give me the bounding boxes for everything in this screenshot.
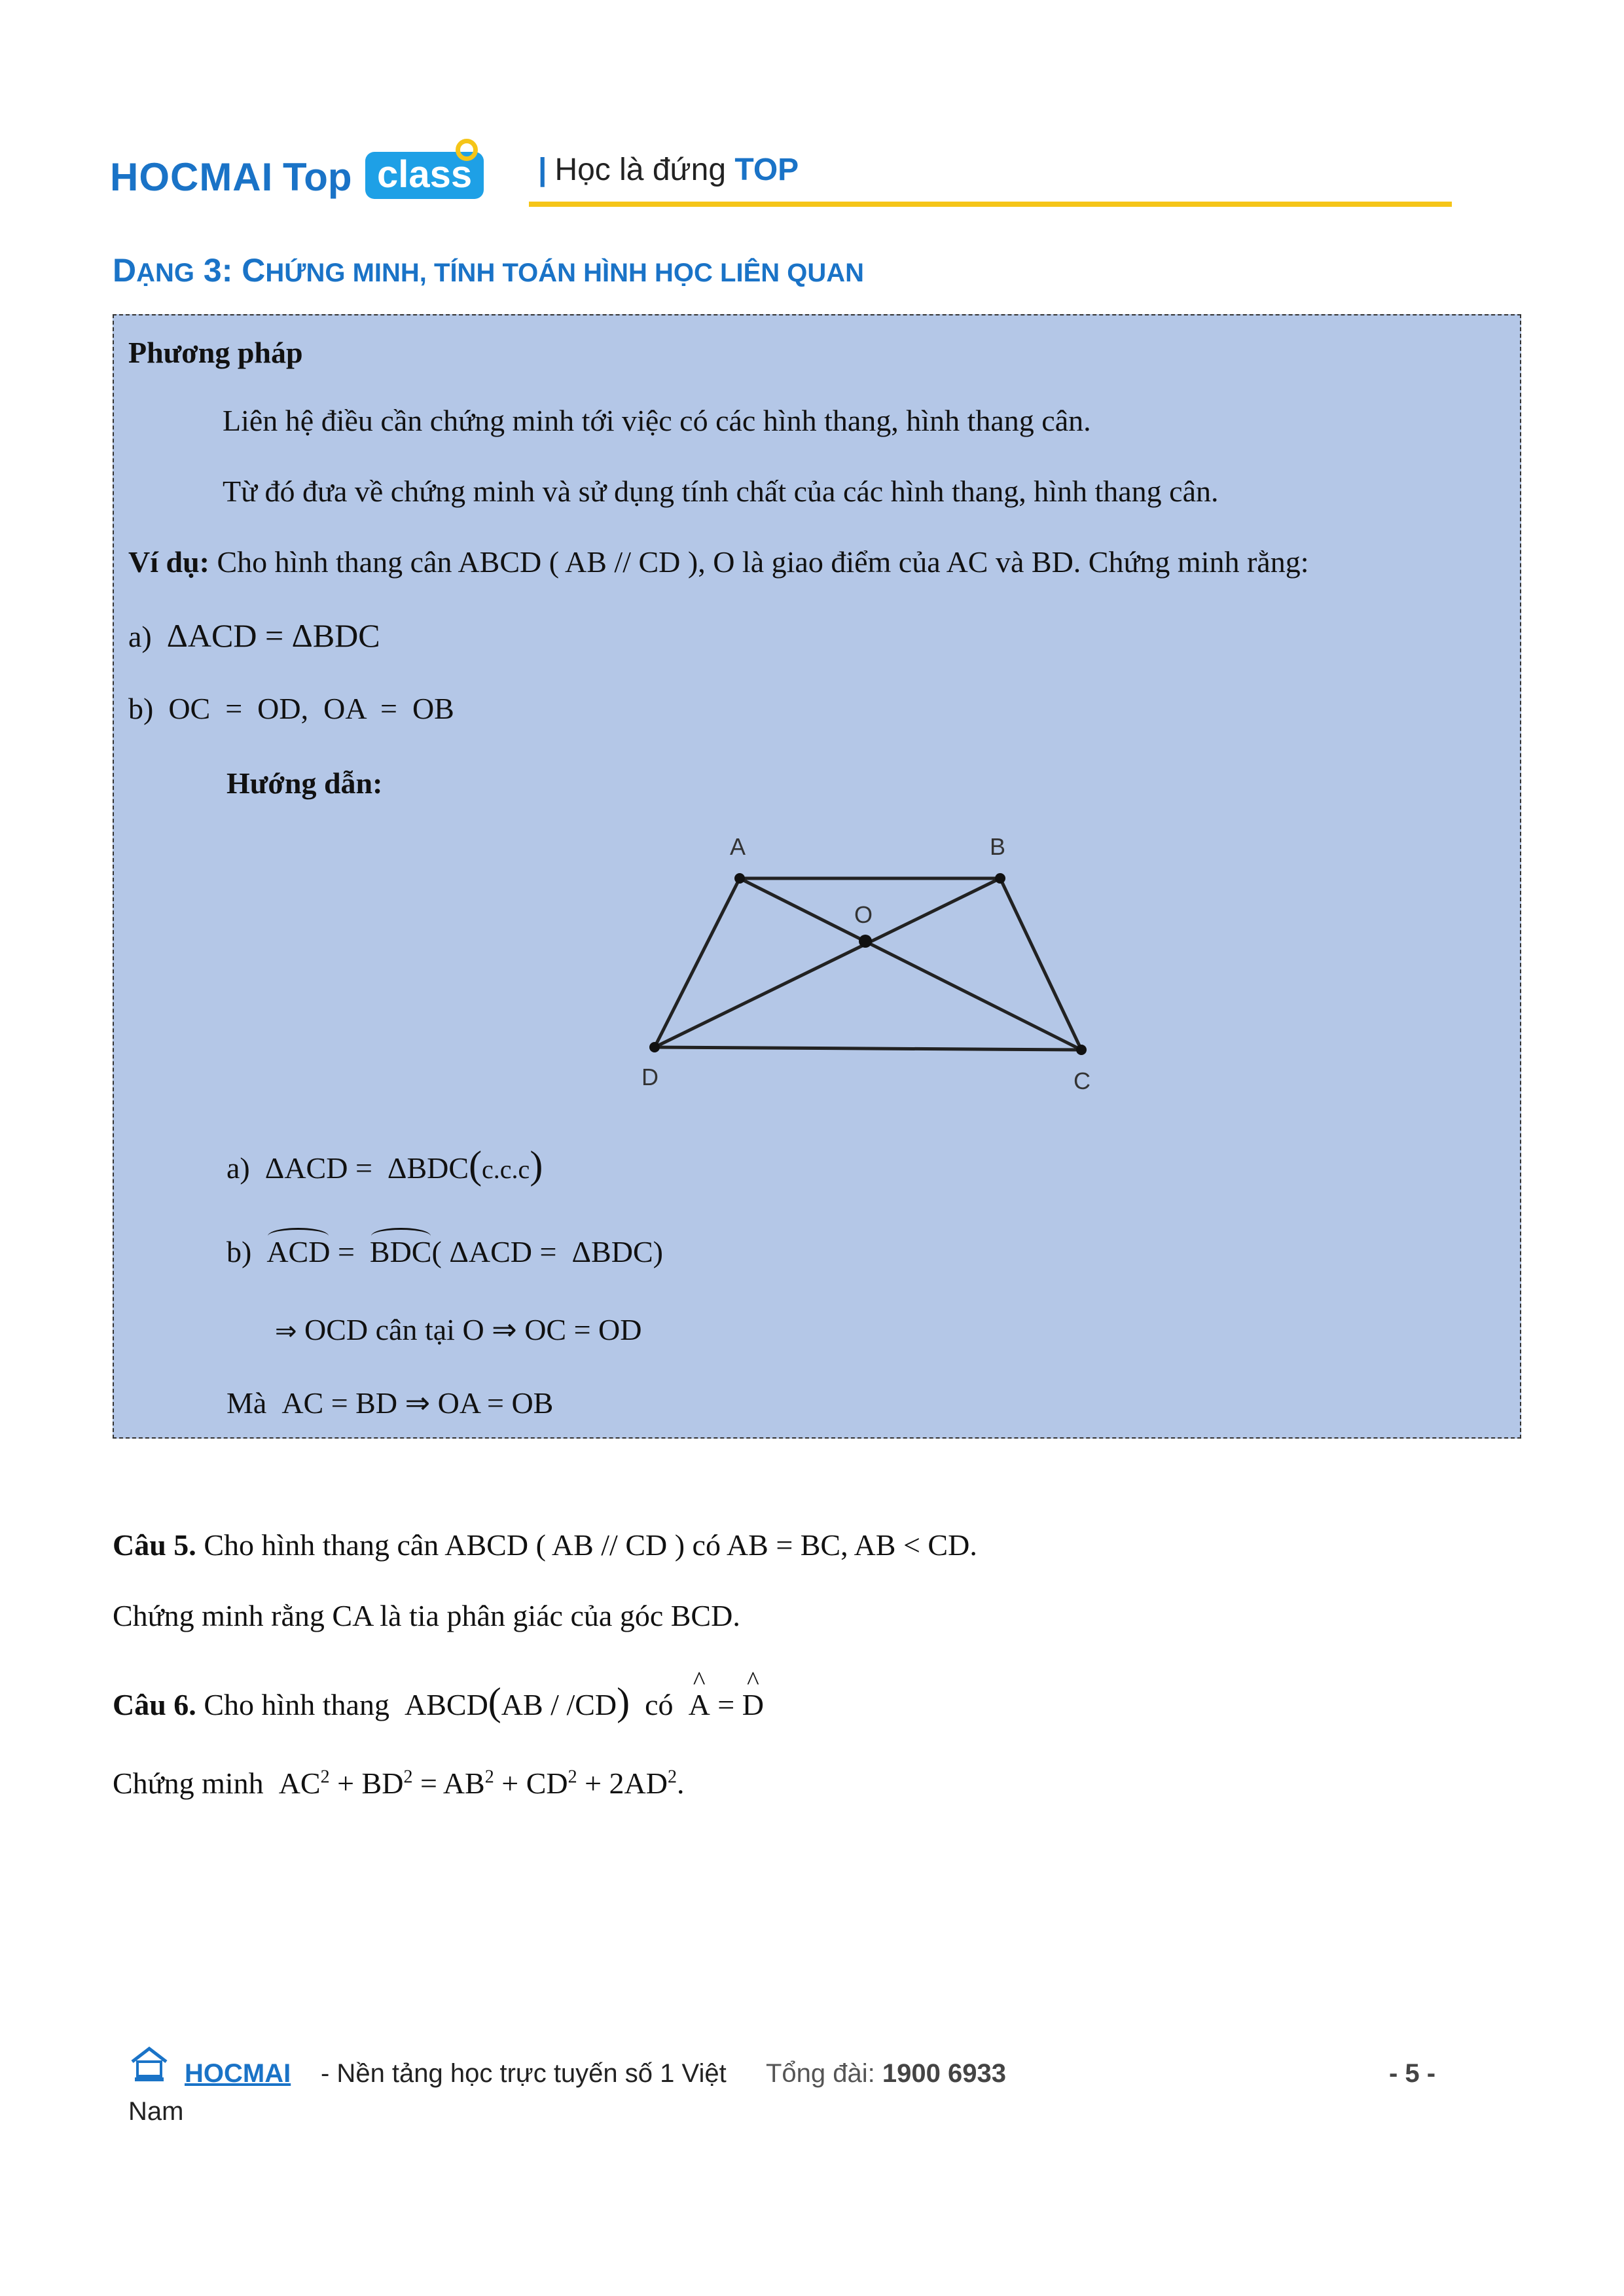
sol-b-line2-end: ⇒ OC = OD (492, 1313, 642, 1346)
title-rest-1: ẠNG (136, 259, 194, 287)
hotline-label: Tổng đài: (766, 2059, 875, 2088)
label-b: B (990, 833, 1006, 860)
q6-text: Cho hình thang (204, 1688, 389, 1721)
label-o: O (854, 901, 873, 928)
part-b (128, 691, 454, 726)
q6-f-end: . (676, 1767, 685, 1800)
part-b-expr: OC = OD, OA = OB (168, 692, 454, 725)
section-title (113, 251, 864, 289)
method-heading: Phương pháp (128, 336, 303, 369)
sol-b-line3-prefix: Mà (226, 1386, 267, 1420)
title-num: 3: (203, 252, 233, 289)
q6-eq: = (717, 1688, 735, 1721)
sol-b-line3-expr: AC = BD ⇒ OA = OB (281, 1386, 554, 1420)
question-5 (113, 1528, 977, 1562)
q6-f-t3: = AB (420, 1767, 485, 1800)
exp: 2 (568, 1767, 577, 1787)
part-a-expr: ΔACD = ΔBDC (166, 617, 380, 654)
q5-text: Cho hình thang cân ABCD ( AB // CD ) có AB = BC, AB < CD. (204, 1528, 977, 1562)
exp: 2 (667, 1767, 677, 1787)
solution-b (226, 1234, 663, 1269)
footer-tagline-wrap: Nam (128, 2097, 184, 2126)
q6-line2-prefix: Chứng minh (113, 1767, 264, 1800)
part-a (128, 617, 380, 655)
implies-icon: ⇒ (275, 1316, 297, 1346)
sol-a-label: a) (226, 1151, 250, 1185)
example-text: Cho hình thang cân ABCD ( AB // CD ), O là giao điểm của AC và BD. Chứng minh rằng: (217, 545, 1309, 579)
part-b-label: b) (128, 692, 154, 725)
title-cap-1: D (113, 252, 137, 289)
tagline-prefix: Học là đứng (554, 152, 727, 187)
sol-b-reason: ( ΔACD = ΔBDC) (431, 1235, 663, 1268)
bullet-2-text: Từ đó đưa về chứng minh và sử dụng tính chất của các hình thang, hình thang cân. (223, 475, 1219, 508)
point-b (995, 873, 1005, 884)
bullet-1-text: Liên hệ điều cần chứng minh tới việc có các hình thang, hình thang cân. (223, 404, 1091, 437)
header-divider (529, 202, 1452, 207)
angle-a-hat: ^ A (689, 1687, 710, 1722)
footer-brand-link[interactable]: HOCMAI (185, 2059, 291, 2088)
footer-hotline (766, 2059, 1006, 2089)
diagonal-ac (740, 878, 1081, 1050)
exp: 2 (320, 1767, 330, 1787)
hocmai-logo-text: HOCMAI (110, 155, 274, 199)
point-o (859, 935, 872, 948)
question-6: Câu 6. Cho hình thang ABCD(AB / /CD) có ^ A = ^ D (113, 1679, 764, 1725)
tagline-highlight: TOP (734, 152, 799, 187)
label-a: A (730, 833, 746, 860)
gear-icon (456, 139, 478, 161)
point-a (734, 873, 745, 884)
topclass-logo-top: Top (283, 155, 352, 199)
question-6-line2 (113, 1766, 684, 1801)
guide-heading: Hướng dẫn: (226, 766, 383, 800)
q6-f-t1: AC (278, 1767, 321, 1800)
tagline-bar: | (538, 152, 547, 187)
arc-angle-bdc: BDC (369, 1235, 432, 1268)
hotline-number: 1900 6933 (882, 2059, 1006, 2088)
segment-bc (1000, 878, 1081, 1050)
part-a-label: a) (128, 620, 152, 653)
q6-label: Câu 6. (113, 1688, 196, 1721)
q6-f-t2: + BD (337, 1767, 404, 1800)
tagline (538, 152, 799, 188)
q6-expr: ABCD (404, 1688, 488, 1721)
label-c: C (1074, 1067, 1091, 1094)
exp: 2 (403, 1767, 413, 1787)
sol-b-eq: = (337, 1235, 355, 1268)
sol-b-label: b) (226, 1235, 252, 1268)
solution-b-line3 (226, 1385, 553, 1420)
example-label: Ví dụ: (128, 545, 209, 579)
q5-label: Câu 5. (113, 1528, 196, 1562)
arc-angle-acd: ACD (266, 1235, 331, 1268)
question-5-line2: Chứng minh rằng CA là tia phân giác của góc BCD. (113, 1599, 740, 1632)
q6-co: có (645, 1688, 674, 1721)
solution-a: a) ΔACD = ΔBDC(c.c.c) (226, 1143, 543, 1187)
label-d: D (641, 1064, 659, 1090)
sol-a-reason: c.c.c (482, 1155, 530, 1184)
example-line (128, 545, 1309, 579)
topclass-logo-class: class (365, 152, 484, 199)
q6-paren: AB / /CD (501, 1688, 617, 1721)
title-cap-2: C (242, 252, 266, 289)
page-number: - 5 - (1389, 2059, 1436, 2088)
hocmai-house-icon (128, 2045, 170, 2083)
sol-a-expr: ΔACD = ΔBDC (264, 1151, 469, 1185)
q6-f-t4: + CD (501, 1767, 568, 1800)
segment-dc (655, 1047, 1081, 1050)
point-d (649, 1042, 660, 1052)
segment-ad (655, 878, 740, 1047)
solution-b-line2 (275, 1312, 642, 1347)
trapezoid-figure (628, 825, 1126, 1113)
title-rest-2: HỨNG MINH, TÍNH TOÁN HÌNH HỌC LIÊN QUAN (265, 259, 865, 287)
sol-b-line2-text: OCD cân tại O (304, 1313, 484, 1346)
angle-d-hat: ^ D (742, 1687, 764, 1722)
exp: 2 (484, 1767, 494, 1787)
diagonal-bd (655, 878, 1000, 1047)
q6-f-t5: + 2AD (585, 1767, 668, 1800)
footer-tagline: - Nền tảng học trực tuyến số 1 Việt (321, 2059, 727, 2088)
point-c (1076, 1045, 1087, 1055)
